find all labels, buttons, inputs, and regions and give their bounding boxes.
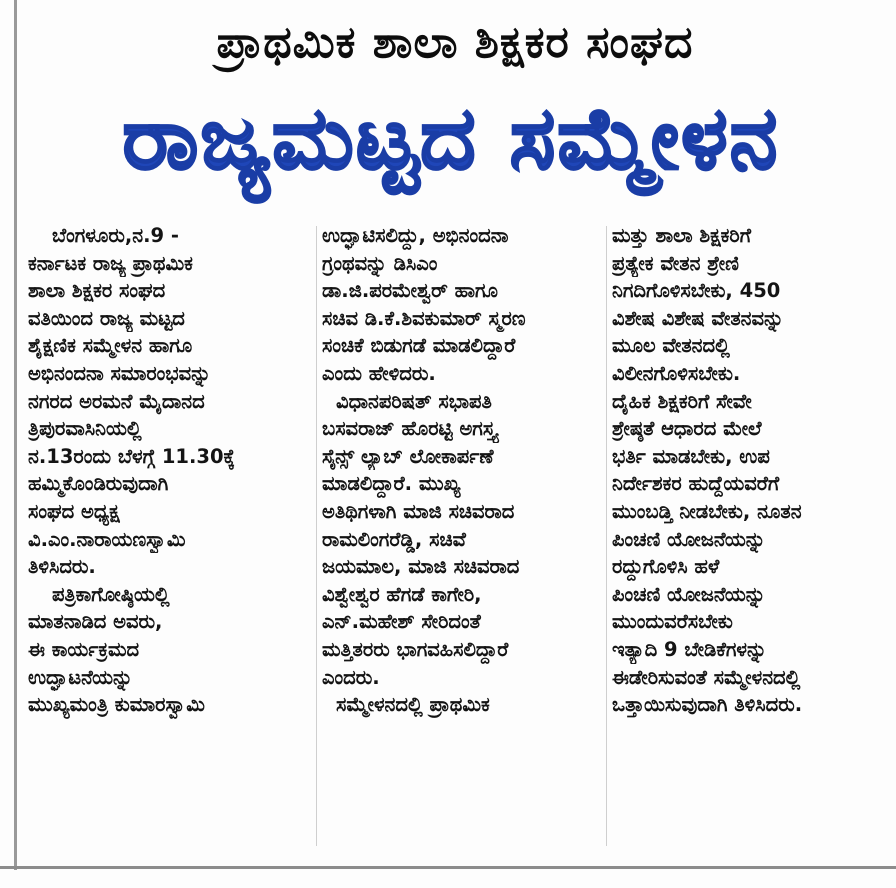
article-line: ಪಿಂಚಣಿ ಯೋಜನೆಯನ್ನು bbox=[612, 527, 766, 551]
left-column-rule bbox=[14, 0, 17, 870]
article-line: ಉದ್ಘಾಟಿಸಲಿದ್ದು, ಅಭಿನಂದನಾ bbox=[322, 224, 509, 247]
article-line: ಇತ್ಯಾದಿ 9 ಬೇಡಿಕೆಗಳನ್ನು bbox=[612, 637, 767, 661]
article-line: ಗ್ರಂಥವನ್ನು ಡಿಸಿಎಂ bbox=[322, 251, 438, 275]
article-line: ಮಾತನಾಡಿದ ಅವರು, bbox=[28, 610, 163, 634]
article-line: ಸಂಚಿಕೆ ಬಿಡುಗಡೆ ಮಾಡಲಿದ್ದಾರೆ bbox=[322, 334, 516, 358]
article-line: ಪತ್ರಿಕಾಗೋಷ್ಠಿಯಲ್ಲಿ bbox=[52, 582, 170, 606]
article-line: ಸಂಘದ ಅಧ್ಯಕ್ಷ bbox=[28, 499, 120, 523]
article-line: ಬಸವರಾಜ್ ಹೊರಟ್ಟಿ ಅಗಸ್ತ್ಯ bbox=[322, 417, 497, 441]
article-line: ಶಾಲಾ ಶಿಕ್ಷಕರ ಸಂಘದ bbox=[28, 279, 166, 303]
article-line: ವಿಶ್ವೇಶ್ವರ ಹೆಗಡೆ ಕಾಗೇರಿ, bbox=[322, 582, 482, 606]
article-line: ತಿಳಿಸಿದರು. bbox=[28, 555, 96, 579]
article-line: ದೈಹಿಕ ಶಿಕ್ಷಕರಿಗೆ ಸೇವೇ bbox=[612, 389, 752, 413]
article-headline: ರಾಜ್ಯಮಟ್ಟದ ಸಮ್ಮೇಳನ bbox=[122, 89, 780, 189]
article-line: ಕರ್ನಾಟಕ ರಾಜ್ಯ ಪ್ರಾಥಮಿಕ bbox=[28, 251, 193, 275]
article-line: ಭರ್ತಿ ಮಾಡಬೇಕು, ಉಪ bbox=[612, 444, 770, 468]
article-line: ಸಚಿವ ಡಿ.ಕೆ.ಶಿವಕುಮಾರ್ ಸ್ಮರಣ bbox=[322, 306, 526, 330]
article-column-1 bbox=[28, 222, 313, 719]
article-line: ವತಿಯಿಂದ ರಾಜ್ಯ ಮಟ್ಟದ bbox=[28, 306, 185, 330]
article-line: ರಾಮಲಿಂಗರೆಡ್ಡಿ, ಸಚಿವೆ bbox=[322, 527, 466, 551]
article-line: ಉದ್ಘಾಟನೆಯನ್ನು bbox=[28, 665, 133, 689]
article-line: ಡಾ.ಜಿ.ಪರಮೇಶ್ವರ್ ಹಾಗೂ bbox=[322, 279, 498, 303]
article-line: ಮುಂದುವರೆಸಬೇಕು bbox=[612, 610, 733, 634]
article-line: ಜಯಮಾಲ, ಮಾಜಿ ಸಚಿವರಾದ bbox=[322, 555, 520, 579]
article-line: ಸಮ್ಮೇಳನದಲ್ಲಿ ಪ್ರಾಥಮಿಕ bbox=[336, 693, 490, 717]
article-line: ವಿಲೀನಗೊಳಿಸಬೇಕು. bbox=[612, 361, 741, 385]
article-line: ಹಮ್ಮಿಕೊಂಡಿರುವುದಾಗಿ bbox=[28, 472, 169, 496]
article-line: ನ.13ರಂದು ಬೆಳಗ್ಗೆ 11.30ಕ್ಕೆ bbox=[28, 444, 235, 468]
article-kicker: ಪ್ರಾಥಮಿಕ ಶಾಲಾ ಶಿಕ್ಷಕರ ಸಂಘದ bbox=[216, 16, 694, 68]
article-line: ಮತ್ತು ಶಾಲಾ ಶಿಕ್ಷಕರಿಗೆ bbox=[612, 224, 752, 247]
article-line: ಅತಿಥಿಗಳಾಗಿ ಮಾಜಿ ಸಚಿವರಾದ bbox=[322, 499, 515, 523]
bottom-rule bbox=[0, 866, 896, 869]
article-line: ಮುಂಬಡ್ತಿ ನೀಡಬೇಕು, ನೂತನ bbox=[612, 499, 802, 523]
article-line: ಪಿಂಚಣಿ ಯೋಜನೆಯನ್ನು bbox=[612, 582, 766, 606]
article-line: ಎಂದು ಹೇಳಿದರು. bbox=[322, 361, 436, 385]
article-line: ಎನ್.ಮಹೇಶ್ ಸೇರಿದಂತೆ bbox=[322, 610, 481, 634]
article-line: ಈಡೇರಿಸುವಂತೆ ಸಮ್ಮೇಳನದಲ್ಲಿ bbox=[612, 665, 801, 689]
article-line: ಮುಖ್ಯಮಂತ್ರಿ ಕುಮಾರಸ್ವಾಮಿ bbox=[28, 693, 205, 717]
column-divider bbox=[316, 226, 317, 846]
article-column-3 bbox=[612, 222, 894, 719]
article-line: ತ್ರಿಪುರವಾಸಿನಿಯಲ್ಲಿ bbox=[28, 417, 142, 441]
dateline: ಬೆಂಗಳೂರು,ನ.9 - bbox=[52, 224, 179, 247]
article-line: ರದ್ದುಗೊಳಿಸಿ ಹಳೆ bbox=[612, 555, 720, 579]
article-line: ನಿರ್ದೇಶಕರ ಹುದ್ದೆಯವರೆಗೆ bbox=[612, 472, 780, 496]
article-line: ಈ ಕಾರ್ಯಕ್ರಮದ bbox=[28, 637, 140, 661]
article-line: ವಿಶೇಷ ವಿಶೇಷ ವೇತನವನ್ನು bbox=[612, 306, 784, 330]
article-line: ಮೂಲ ವೇತನದಲ್ಲಿ bbox=[612, 334, 730, 358]
article-line: ಮತ್ತಿತರರು ಭಾಗವಹಿಸಲಿದ್ದಾರೆ bbox=[322, 637, 509, 661]
article-line: ನಗರದ ಅರಮನೆ ಮೈದಾನದ bbox=[28, 389, 205, 413]
article-line: ಪ್ರತ್ಯೇಕ ವೇತನ ಶ್ರೇಣಿ bbox=[612, 251, 739, 275]
article-line: ಅಭಿನಂದನಾ ಸಮಾರಂಭವನ್ನು bbox=[28, 361, 211, 385]
article-line: ನಿಗದಿಗೊಳಿಸಬೇಕು, 450 bbox=[612, 279, 781, 303]
article-line: ವಿ.ಎಂ.ನಾರಾಯಣಸ್ವಾಮಿ bbox=[28, 527, 186, 551]
article-line: ಮಾಡಲಿದ್ದಾರೆ. ಮುಖ್ಯ bbox=[322, 472, 461, 496]
article-line: ಸೈನ್ಸ್ ಲ್ಯಾಬ್ ಲೋಕಾರ್ಪಣೆ bbox=[322, 444, 494, 468]
article-line: ವಿಧಾನಪರಿಷತ್ ಸಭಾಪತಿ bbox=[336, 389, 492, 413]
article-column-2 bbox=[322, 222, 612, 719]
article-line: ಎಂದರು. bbox=[322, 665, 380, 689]
article-line: ಒತ್ತಾಯಿಸುವುದಾಗಿ ತಿಳಿಸಿದರು. bbox=[612, 693, 803, 717]
article-line: ಶೈಕ್ಷಣಿಕ ಸಮ್ಮೇಳನ ಹಾಗೂ bbox=[28, 334, 193, 358]
article-line: ಶ್ರೇಷ್ಠತೆ ಆಧಾರದ ಮೇಲೆ bbox=[612, 417, 762, 441]
